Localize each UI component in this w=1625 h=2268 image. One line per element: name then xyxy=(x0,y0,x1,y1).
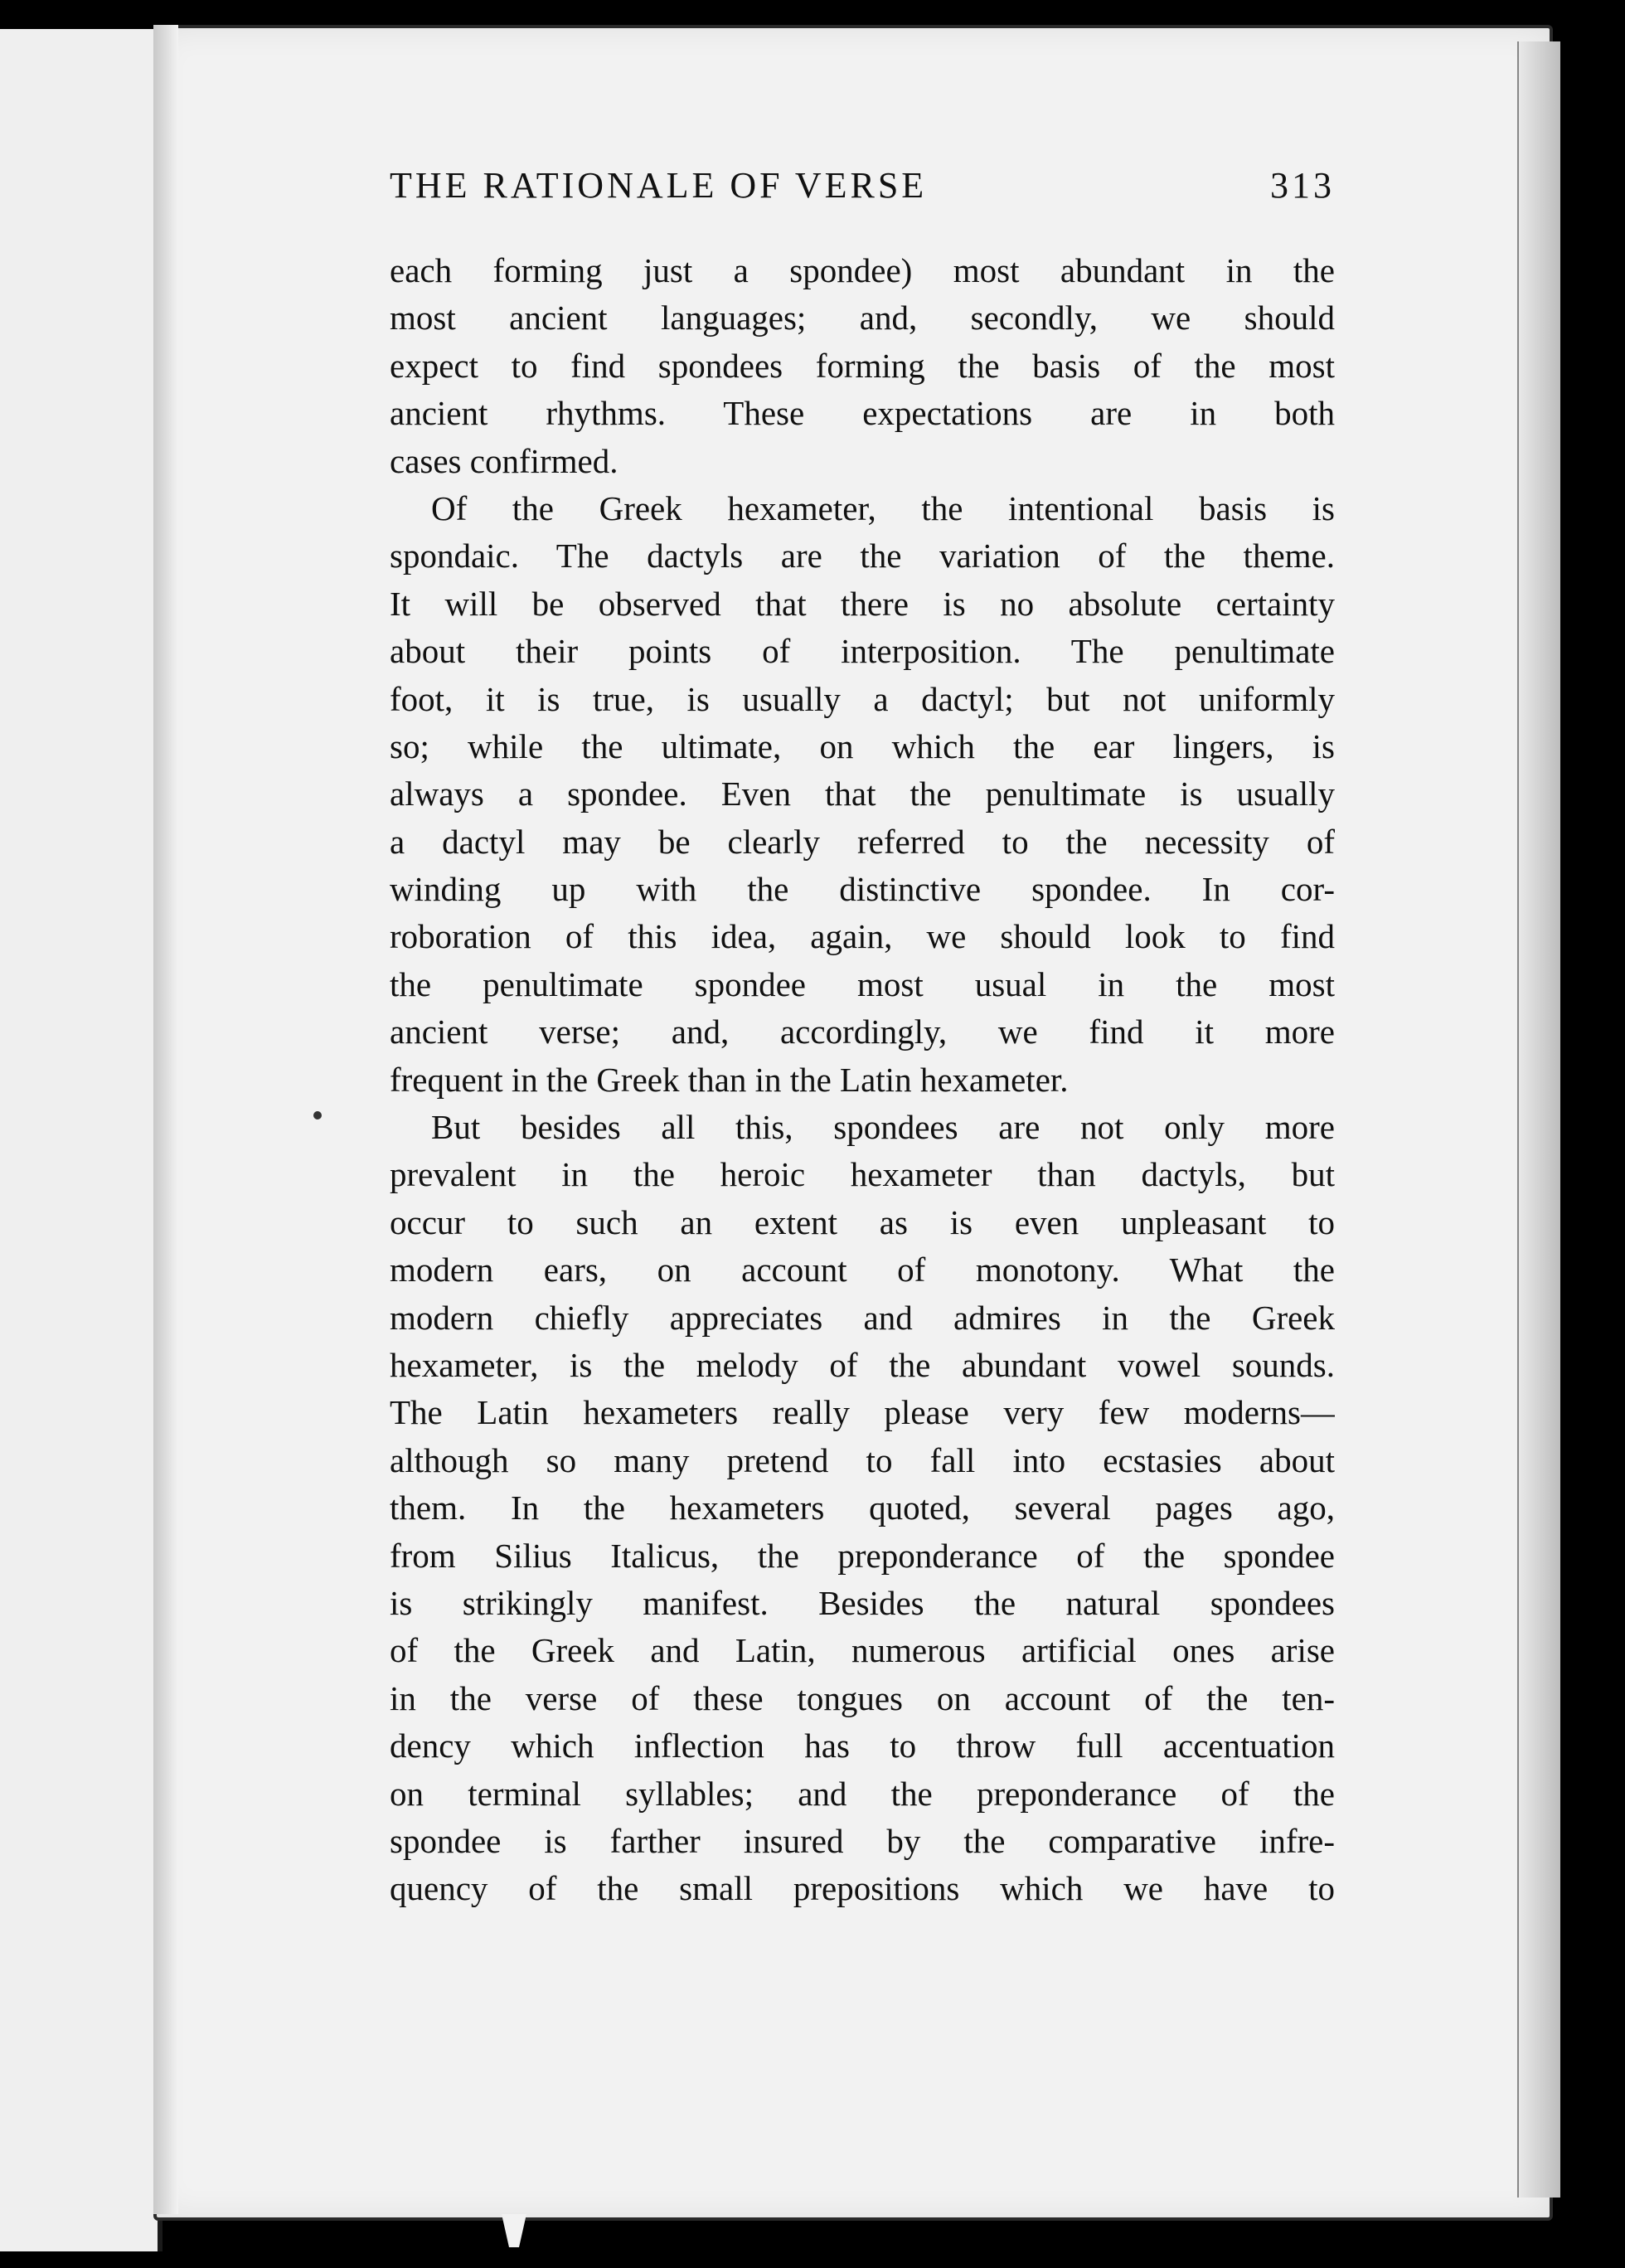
text-line: ancient rhythms. These expectations are in both xyxy=(390,394,1335,433)
text-line: most ancient languages; and, secondly, we should xyxy=(390,299,1335,338)
text-line: spondaic. The dactyls are the variation of the theme. xyxy=(390,537,1335,575)
page-fold-shadow xyxy=(153,25,178,2214)
page-tear xyxy=(502,2214,526,2247)
text-line: foot, it is true, is usually a dactyl; but not uniformly xyxy=(390,679,1335,718)
facing-page-edge xyxy=(0,29,162,2251)
text-line: roboration of this idea, again, we should look to find xyxy=(390,917,1335,956)
text-line: on terminal syllables; and the preponderance of the xyxy=(390,1774,1335,1813)
text-line: The Latin hexameters really please very few moderns— xyxy=(390,1393,1335,1432)
running-head xyxy=(390,164,1335,206)
text-line: modern chiefly appreciates and admires in the Greek xyxy=(390,1298,1335,1337)
text-line: a dactyl may be clearly referred to the necessity of xyxy=(390,822,1335,861)
text-line: the penultimate spondee most usual in the most xyxy=(390,964,1335,1003)
text-line: so; while the ultimate, on which the ear lingers, is xyxy=(390,726,1335,765)
text-line: in the verse of these tongues on account of the ten- xyxy=(390,1678,1335,1717)
text-line: It will be observed that there is no absolute certainty xyxy=(390,584,1335,623)
margin-mark xyxy=(313,1111,322,1119)
text-line: spondee is farther insured by the comparative infre- xyxy=(390,1821,1335,1860)
text-line: about their points of interposition. The penultimate xyxy=(390,632,1335,671)
page-number: 313 xyxy=(1270,165,1335,206)
text-line: ancient verse; and, accordingly, we find it more xyxy=(390,1013,1335,1051)
text-line: them. In the hexameters quoted, several pages ago, xyxy=(390,1489,1335,1527)
text-line: quency of the small prepositions which we have to xyxy=(390,1869,1335,1908)
text-line: hexameter, is the melody of the abundant vowel sounds. xyxy=(390,1345,1335,1384)
text-line: prevalent in the heroic hexameter than dactyls, but xyxy=(390,1155,1335,1194)
text-line: of the Greek and Latin, numerous artificial ones arise xyxy=(390,1631,1335,1670)
text-line: expect to find spondees forming the basis of the most xyxy=(390,346,1335,385)
body-text xyxy=(390,247,1335,1913)
text-line: frequent in the Greek than in the Latin hexameter. xyxy=(390,1060,1069,1099)
text-line: modern ears, on account of monotony. What the xyxy=(390,1251,1335,1289)
text-line: is strikingly manifest. Besides the natural spondees xyxy=(390,1583,1335,1622)
running-head-title: THE RATIONALE OF VERSE xyxy=(390,165,928,206)
text-line: always a spondee. Even that the penultimate is usually xyxy=(390,775,1335,813)
text-line: each forming just a spondee) most abundant in the xyxy=(390,251,1335,289)
text-line: although so many pretend to fall into ecstasies about xyxy=(390,1440,1335,1479)
text-line: winding up with the distinctive spondee. In cor- xyxy=(390,870,1335,909)
paragraph-start-line: Of the Greek hexameter, the intentional basis is xyxy=(431,488,1335,527)
paragraph-start-line: But besides all this, spondees are not only more xyxy=(431,1108,1335,1147)
text-line: occur to such an extent as is even unpleasant to xyxy=(390,1202,1335,1241)
text-line: from Silius Italicus, the preponderance of the spondee xyxy=(390,1536,1335,1575)
page-stack-edge xyxy=(1517,41,1560,2198)
text-line: dency which inflection has to throw full accentuation xyxy=(390,1726,1335,1765)
text-line: cases confirmed. xyxy=(390,441,618,480)
